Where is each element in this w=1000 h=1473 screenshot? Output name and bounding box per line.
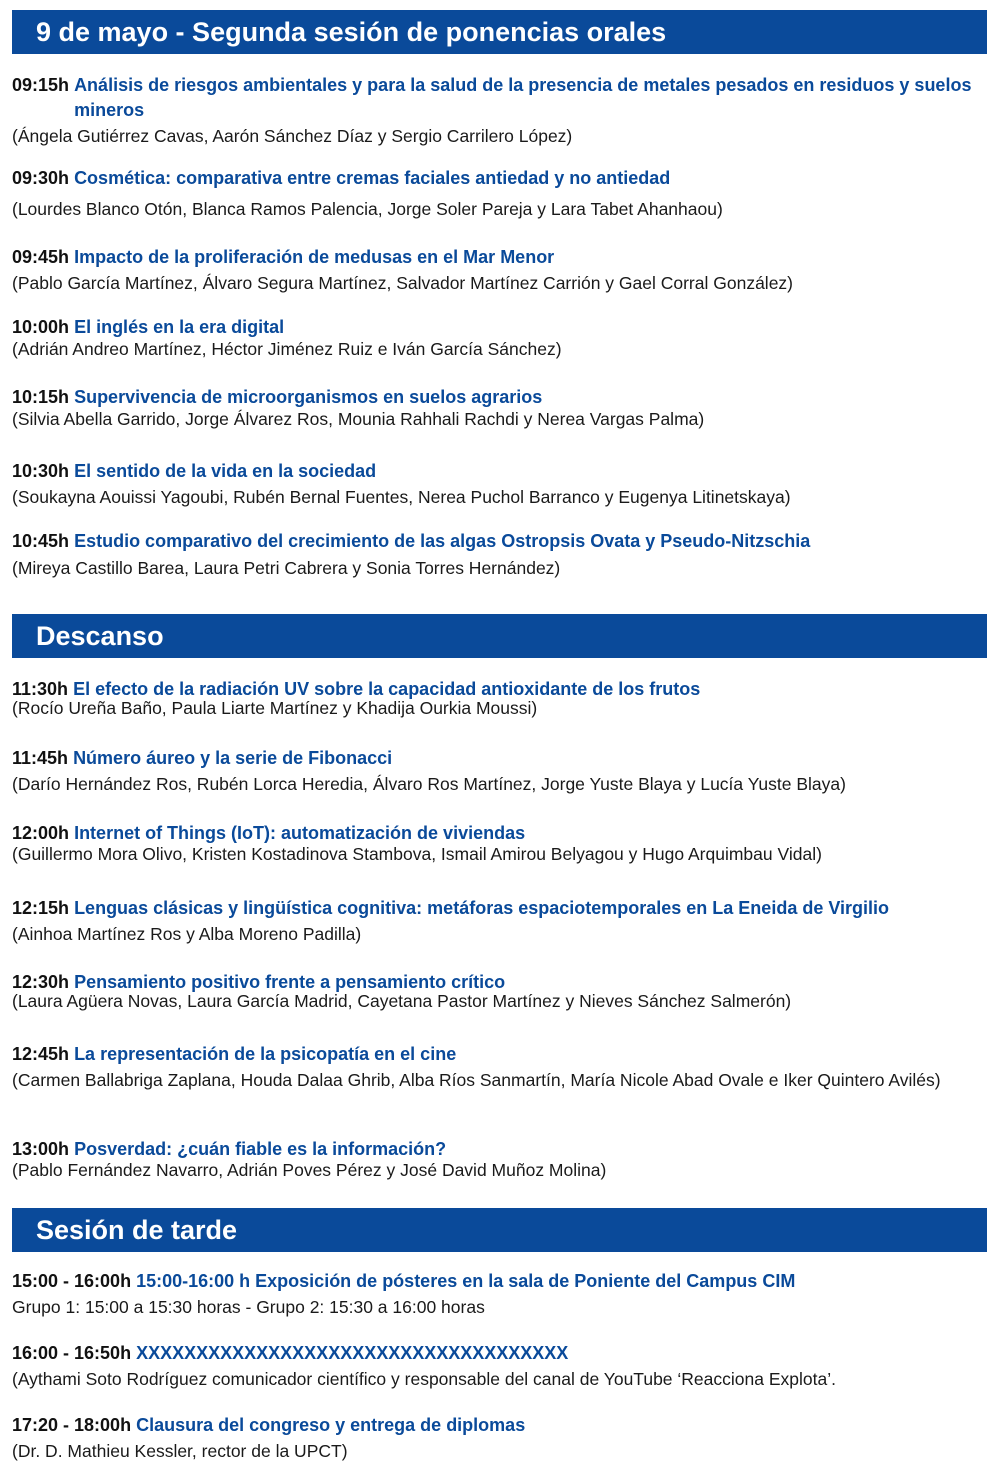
entry-authors: (Silvia Abella Garrido, Jorge Álvarez Ros, Mounia Rahhali Rachdi y Nerea Vargas Palma) — [12, 409, 705, 429]
entry-authors: (Laura Agüera Novas, Laura García Madrid, Cayetana Pastor Martínez y Nieves Sánchez Salmerón) — [12, 991, 792, 1011]
entry-title: XXXXXXXXXXXXXXXXXXXXXXXXXXXXXXXXXXXX — [136, 1343, 569, 1363]
entry-time: 09:30h — [12, 168, 70, 188]
entry-time: 17:20 - 18:00h — [12, 1415, 132, 1435]
entry-time: 13:00h — [12, 1139, 70, 1159]
entry-authors: (Darío Hernández Ros, Rubén Lorca Heredia, Álvaro Ros Martínez, Jorge Yuste Blaya y Lucía Yuste Blaya) — [12, 774, 846, 794]
entry-authors: (Dr. D. Mathieu Kessler, rector de la UPCT) — [12, 1441, 348, 1461]
entry-time: 10:15h — [12, 387, 70, 407]
program-entry — [12, 1042, 990, 1092]
entry-title: Número áureo y la serie de Fibonacci — [73, 748, 393, 768]
entry-authors: (Rocío Ureña Baño, Paula Liarte Martínez y Khadija Ourkia Moussi) — [12, 698, 538, 718]
program-entry — [12, 385, 990, 431]
entry-title: Clausura del congreso y entrega de diplomas — [136, 1415, 526, 1435]
entry-time: 10:30h — [12, 461, 70, 481]
section-header-break: Descanso — [12, 614, 987, 658]
program-entry — [12, 166, 990, 221]
entry-authors: (Lourdes Blanco Otón, Blanca Ramos Palencia, Jorge Soler Pareja y Lara Tabet Ahanhaou) — [12, 199, 723, 219]
entry-authors: (Pablo Fernández Navarro, Adrián Poves Pérez y José David Muñoz Molina) — [12, 1160, 607, 1180]
entry-title: 15:00-16:00 h Exposición de pósteres en la sala de Poniente del Campus CIM — [136, 1271, 796, 1291]
entry-title: Supervivencia de microorganismos en suelos agrarios — [74, 387, 543, 407]
program-entry — [12, 1413, 990, 1463]
program-entry — [12, 821, 990, 866]
program-entry — [12, 970, 990, 1013]
entry-authors: (Ainhoa Martínez Ros y Alba Moreno Padilla) — [12, 924, 362, 944]
program-entry — [12, 1269, 990, 1319]
entry-authors: (Aythami Soto Rodríguez comunicador científico y responsable del canal de YouTube ‘Reacciona Explota’. — [12, 1369, 836, 1389]
entry-time: 11:45h — [12, 748, 69, 768]
entry-authors: (Pablo García Martínez, Álvaro Segura Martínez, Salvador Martínez Carrión y Gael Corral González) — [12, 273, 794, 293]
entry-time: 16:00 - 16:50h — [12, 1343, 132, 1363]
program-entry — [12, 459, 990, 509]
program-entry — [12, 896, 990, 946]
entry-title: Lenguas clásicas y lingüística cognitiva: metáforas espaciotemporales en La Eneida de Virgilio — [74, 898, 890, 918]
entry-authors: (Soukayna Aouissi Yagoubi, Rubén Bernal Fuentes, Nerea Puchol Barranco y Eugenya Litinetskaya) — [12, 487, 791, 507]
entry-time: 12:00h — [12, 823, 70, 843]
entry-time: 09:15h — [12, 75, 70, 95]
entry-title: Estudio comparativo del crecimiento de las algas Ostropsis Ovata y Pseudo-Nitzschia — [74, 531, 811, 551]
entry-title: Impacto de la proliferación de medusas en el Mar Menor — [74, 247, 555, 267]
program-entry — [12, 1137, 990, 1182]
entry-title: El efecto de la radiación UV sobre la capacidad antioxidante de los frutos — [73, 679, 701, 699]
entry-time: 09:45h — [12, 247, 70, 267]
entry-authors: (Mireya Castillo Barea, Laura Petri Cabrera y Sonia Torres Hernández) — [12, 558, 561, 578]
program-entry — [12, 746, 990, 796]
entry-time: 10:45h — [12, 531, 70, 551]
entry-time: 10:00h — [12, 317, 70, 337]
section-header-afternoon: Sesión de tarde — [12, 1208, 987, 1252]
entry-title: El inglés en la era digital — [74, 317, 285, 337]
entry-time: 12:15h — [12, 898, 70, 918]
entry-authors: (Ángela Gutiérrez Cavas, Aarón Sánchez Díaz y Sergio Carrilero López) — [12, 126, 573, 146]
entry-time: 15:00 - 16:00h — [12, 1271, 132, 1291]
entry-authors: (Carmen Ballabriga Zaplana, Houda Dalaa Ghrib, Alba Ríos Sanmartín, María Nicole Abad Ovale e Iker Quintero Avilés) — [12, 1070, 941, 1090]
entry-title: Posverdad: ¿cuán fiable es la información? — [74, 1139, 447, 1159]
entry-time: 12:45h — [12, 1044, 70, 1064]
entry-time: 12:30h — [12, 972, 70, 992]
entry-title: El sentido de la vida en la sociedad — [74, 461, 377, 481]
entry-authors: (Adrián Andreo Martínez, Héctor Jiménez Ruiz e Iván García Sánchez) — [12, 339, 562, 359]
program-entry — [12, 245, 990, 295]
program-entry — [12, 677, 990, 720]
entry-title: Análisis de riesgos ambientales y para la salud de la presencia de metales pesados en residuos y suelos mineros — [74, 75, 972, 120]
entry-time: 11:30h — [12, 679, 69, 699]
entry-title: Pensamiento positivo frente a pensamiento crítico — [74, 972, 506, 992]
entry-authors: (Guillermo Mora Olivo, Kristen Kostadinova Stambova, Ismail Amirou Belyagou y Hugo Arquimbau Vidal) — [12, 844, 822, 864]
section-header-morning: 9 de mayo - Segunda sesión de ponencias orales — [12, 10, 987, 54]
program-entry — [12, 315, 990, 361]
entry-title: Cosmética: comparativa entre cremas faciales antiedad y no antiedad — [74, 168, 671, 188]
program-entry — [12, 1341, 990, 1391]
program-entry — [12, 529, 990, 580]
entry-authors: Grupo 1: 15:00 a 15:30 horas - Grupo 2: 15:30 a 16:00 horas — [12, 1297, 485, 1317]
program-entry — [12, 73, 990, 148]
entry-title: Internet of Things (IoT): automatización de viviendas — [74, 823, 526, 843]
entry-title: La representación de la psicopatía en el cine — [74, 1044, 457, 1064]
